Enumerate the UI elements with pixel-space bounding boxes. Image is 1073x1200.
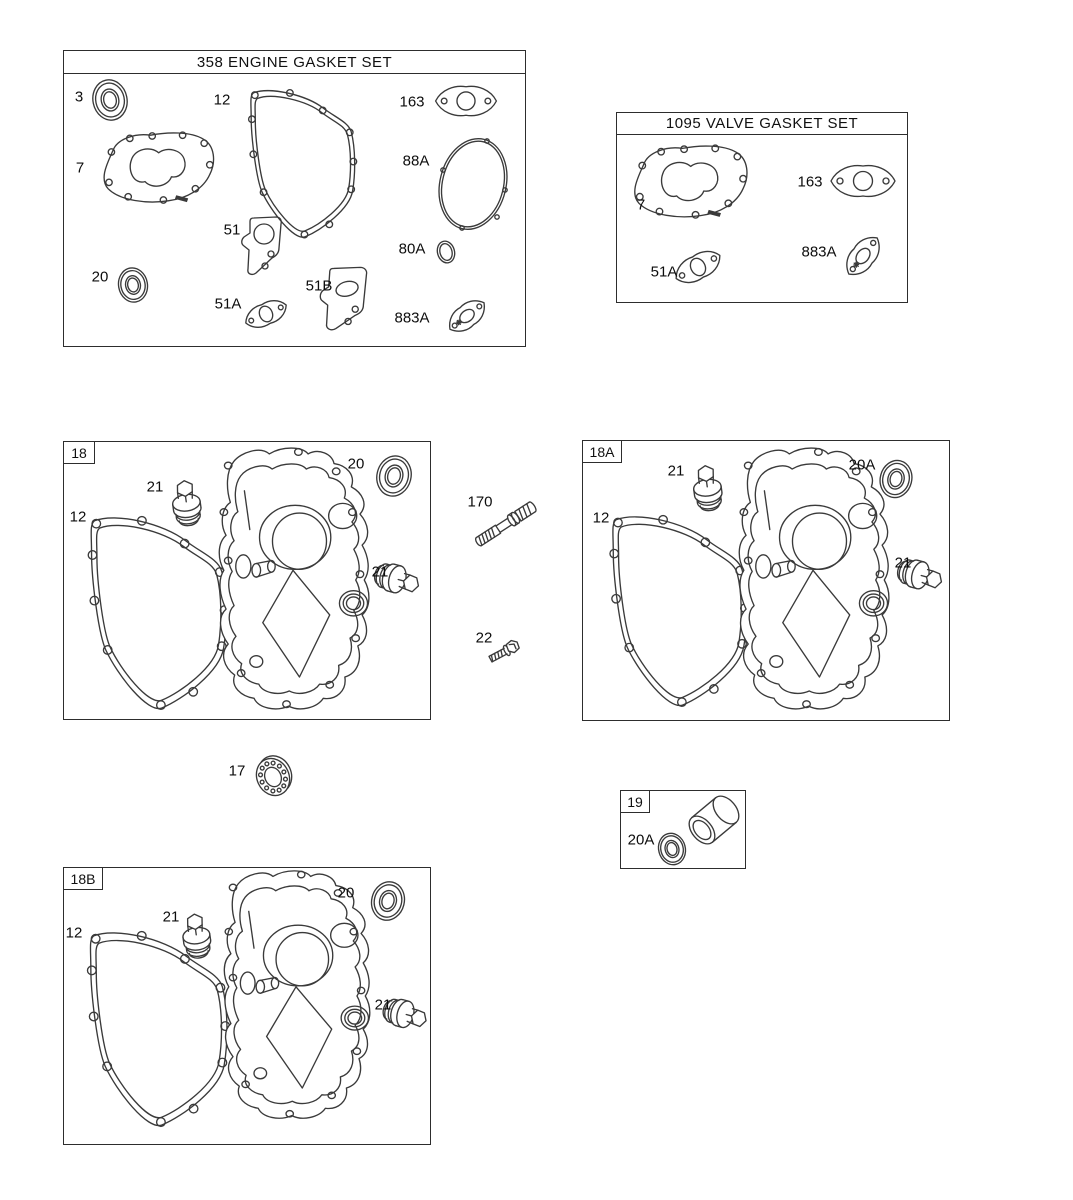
part-label-20: 20 [337, 884, 355, 902]
part-label-12: 12 [592, 509, 610, 527]
part-label-883A: 883A [394, 309, 430, 327]
part-label-21: 21 [146, 478, 164, 496]
screw-22-drawing [487, 638, 521, 664]
part-label-3: 3 [74, 88, 84, 106]
part-label-21: 21 [371, 563, 389, 581]
part-label-7: 7 [75, 159, 85, 177]
part-label-22: 22 [475, 629, 493, 647]
part-label-51A: 51A [650, 263, 678, 281]
group-18B-tag: 18B [63, 867, 103, 890]
part-label-163: 163 [399, 93, 425, 111]
part-label-88A: 88A [402, 152, 430, 170]
part-label-51B: 51B [305, 277, 333, 295]
part-label-17: 17 [228, 762, 246, 780]
group-19-tag: 19 [620, 790, 650, 813]
part-label-20: 20 [91, 268, 109, 286]
part-label-20A: 20A [848, 456, 876, 474]
part-label-20: 20 [347, 455, 365, 473]
group-18-tag: 18 [63, 441, 95, 464]
part-label-21: 21 [374, 996, 392, 1014]
group-18A-tag: 18A [582, 440, 622, 463]
part-label-51: 51 [223, 221, 241, 239]
group-18-box [63, 441, 431, 720]
group-18A-box [582, 440, 950, 721]
part-label-21: 21 [894, 554, 912, 572]
part-label-163: 163 [797, 173, 823, 191]
part-label-51A: 51A [214, 295, 242, 313]
engine-gasket-set-box [63, 50, 526, 347]
valve-gasket-set-title: 1095 VALVE GASKET SET [617, 113, 907, 135]
part-label-12: 12 [69, 508, 87, 526]
part-label-20A: 20A [627, 831, 655, 849]
part-label-7: 7 [636, 196, 646, 214]
bearing-17-drawing [250, 750, 298, 801]
part-label-12: 12 [65, 924, 83, 942]
engine-gasket-set-title: 358 ENGINE GASKET SET [64, 51, 525, 74]
part-label-21: 21 [162, 908, 180, 926]
part-label-170: 170 [467, 493, 493, 511]
part-label-21: 21 [667, 462, 685, 480]
part-label-12: 12 [213, 91, 231, 109]
part-label-80A: 80A [398, 240, 426, 258]
part-label-883A: 883A [801, 243, 837, 261]
